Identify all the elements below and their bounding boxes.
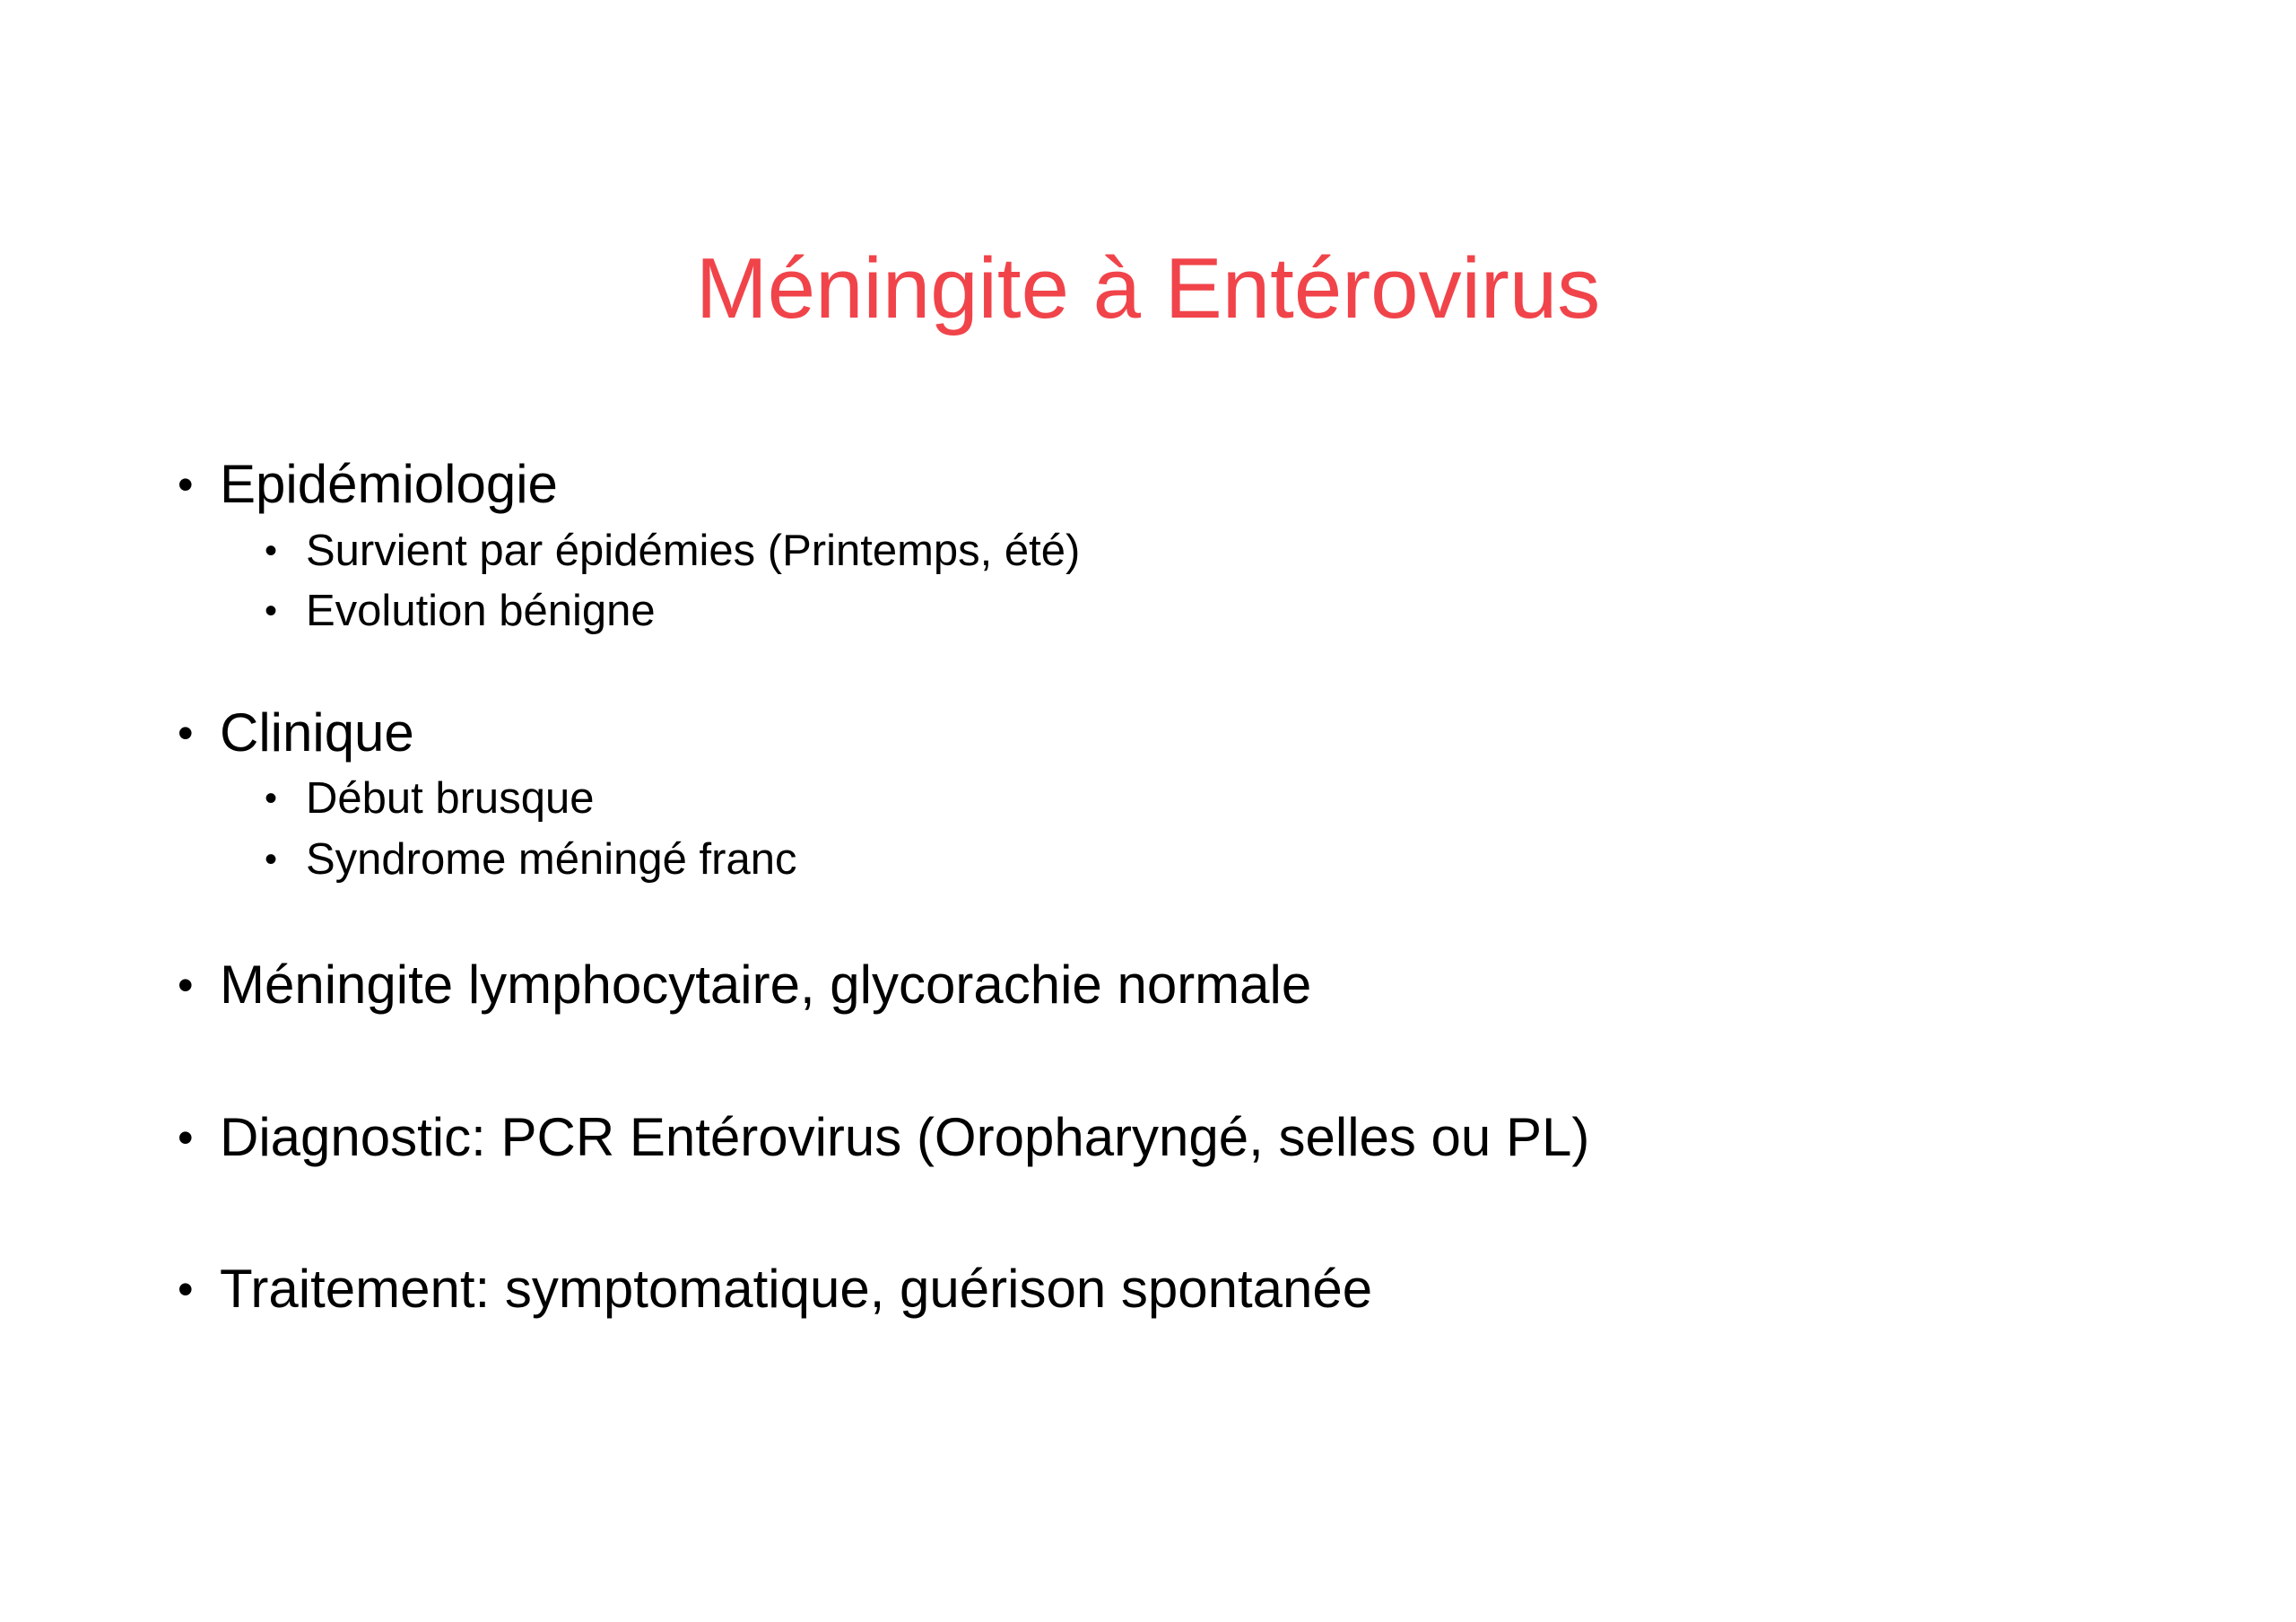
sub-bullet-item-label: Evolution bénigne bbox=[306, 587, 656, 635]
bullet-icon: • bbox=[178, 1112, 194, 1163]
bullet-item-label: Epidémiologie bbox=[220, 454, 558, 514]
bullet-item-meningite bbox=[178, 953, 1311, 1017]
bullet-item-epidemiologie bbox=[178, 452, 558, 517]
bullet-icon: • bbox=[178, 960, 194, 1010]
bullet-item-diagnostic bbox=[178, 1105, 1589, 1170]
sub-bullet-item bbox=[265, 524, 1080, 578]
bullet-item-traitement bbox=[178, 1257, 1372, 1321]
sub-bullet-item bbox=[265, 584, 656, 638]
sub-bullet-item-label: Survient par épidémies (Printemps, été) bbox=[306, 527, 1081, 575]
sub-bullet-item-label: Syndrome méningé franc bbox=[306, 835, 797, 884]
sub-bullet-item bbox=[265, 772, 594, 825]
bullet-item-label: Clinique bbox=[220, 702, 414, 763]
bullet-item-clinique bbox=[178, 701, 414, 765]
slide-title: Méningite à Entérovirus bbox=[695, 240, 1601, 336]
bullet-icon: • bbox=[178, 459, 194, 510]
sub-bullet-item-label: Début brusque bbox=[306, 774, 595, 823]
sub-bullet-icon: • bbox=[265, 591, 278, 631]
sub-bullet-icon: • bbox=[265, 779, 278, 818]
bullet-item-label: Traitement: symptomatique, guérison spontanée bbox=[220, 1259, 1373, 1319]
bullet-icon: • bbox=[178, 1264, 194, 1314]
sub-bullet-item bbox=[265, 833, 796, 886]
bullet-item-label: Méningite lymphocytaire, glycorachie normale bbox=[220, 955, 1312, 1015]
sub-bullet-icon: • bbox=[265, 840, 278, 879]
bullet-item-label: Diagnostic: PCR Entérovirus (Oropharyngé, selles ou PL) bbox=[220, 1107, 1590, 1167]
bullet-icon: • bbox=[178, 708, 194, 758]
sub-bullet-icon: • bbox=[265, 531, 278, 571]
